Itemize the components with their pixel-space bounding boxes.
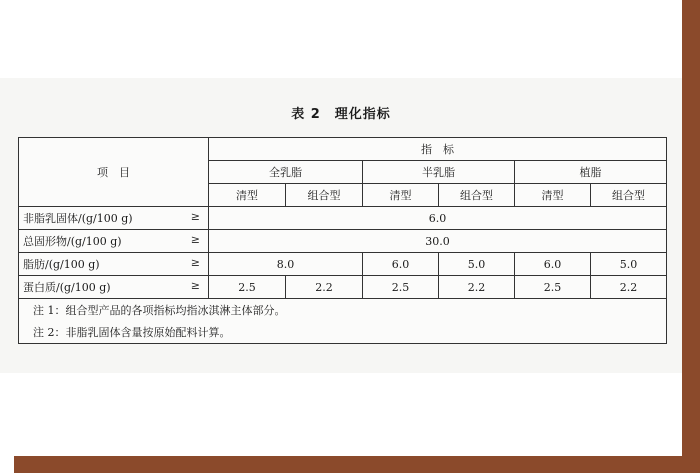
row-label: 非脂乳固体/(g/100 g) xyxy=(23,212,133,225)
value-cell: 2.2 xyxy=(286,276,363,299)
table-row xyxy=(19,230,667,253)
value-cell: 2.5 xyxy=(209,276,286,299)
row-label-cell xyxy=(19,230,209,253)
geq-symbol: ≥ xyxy=(190,279,200,292)
geq-symbol: ≥ xyxy=(190,210,200,223)
value-cell: 6.0 xyxy=(209,207,667,230)
table-row xyxy=(19,276,667,299)
table-row xyxy=(19,253,667,276)
row-label: 总固形物/(g/100 g) xyxy=(23,235,122,248)
group-full-milkfat: 全乳脂 xyxy=(209,161,363,184)
value-cell: 5.0 xyxy=(591,253,667,276)
subtype-cell: 组合型 xyxy=(591,184,667,207)
note-2: 注 2：非脂乳固体含量按原始配料计算。 xyxy=(19,321,667,344)
value-cell: 6.0 xyxy=(515,253,591,276)
row-label: 脂肪/(g/100 g) xyxy=(23,258,100,271)
value-cell: 2.2 xyxy=(591,276,667,299)
table-row xyxy=(19,207,667,230)
geq-symbol: ≥ xyxy=(190,256,200,269)
row-label-cell xyxy=(19,276,209,299)
subtype-cell: 组合型 xyxy=(439,184,515,207)
row-label: 蛋白质/(g/100 g) xyxy=(23,281,111,294)
value-cell: 6.0 xyxy=(363,253,439,276)
value-cell: 2.5 xyxy=(515,276,591,299)
wood-frame-right xyxy=(682,0,700,473)
row-label-cell xyxy=(19,253,209,276)
wood-frame-bottom xyxy=(14,456,700,473)
note-row xyxy=(19,299,667,322)
header-row-1 xyxy=(19,138,667,161)
row-label-cell xyxy=(19,207,209,230)
header-indicator: 指 标 xyxy=(209,138,667,161)
spec-table xyxy=(18,137,667,344)
note-row xyxy=(19,321,667,344)
subtype-cell: 清型 xyxy=(209,184,286,207)
geq-symbol: ≥ xyxy=(190,233,200,246)
subtype-cell: 清型 xyxy=(515,184,591,207)
value-cell: 2.5 xyxy=(363,276,439,299)
subtype-cell: 组合型 xyxy=(286,184,363,207)
group-half-milkfat: 半乳脂 xyxy=(363,161,515,184)
subtype-cell: 清型 xyxy=(363,184,439,207)
group-vegetable-fat: 植脂 xyxy=(515,161,667,184)
value-cell: 2.2 xyxy=(439,276,515,299)
header-item: 项 目 xyxy=(19,138,209,207)
value-cell: 8.0 xyxy=(209,253,363,276)
value-cell: 5.0 xyxy=(439,253,515,276)
note-1: 注 1：组合型产品的各项指标均指冰淇淋主体部分。 xyxy=(19,299,667,322)
table-title: 表 2 理化指标 xyxy=(291,107,391,122)
value-cell: 30.0 xyxy=(209,230,667,253)
